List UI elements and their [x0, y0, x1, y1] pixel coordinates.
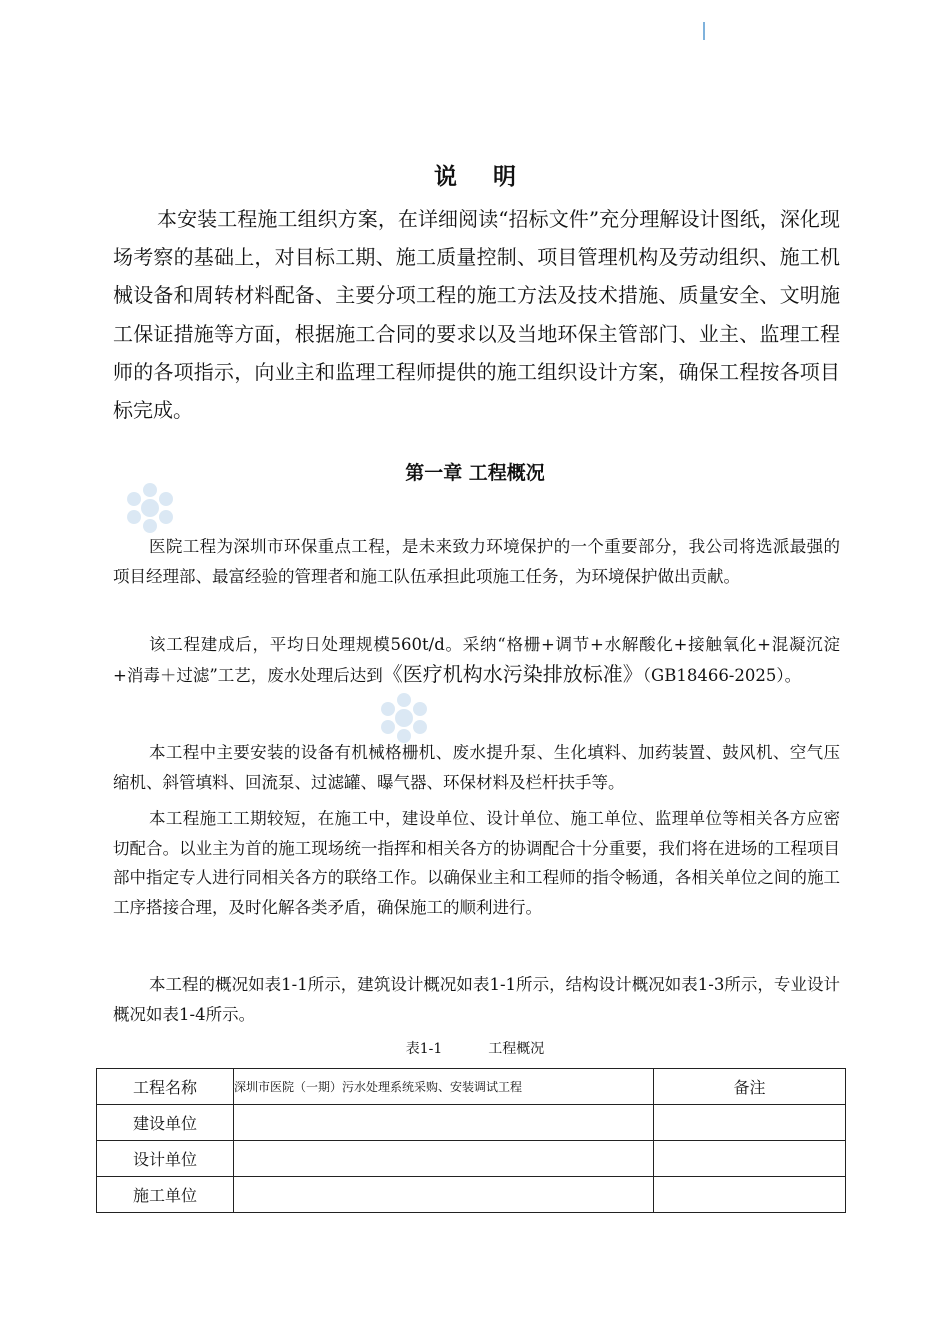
- standard-title: 《医疗机构水污染排放标准》: [382, 661, 643, 686]
- row-label: 工程名称: [97, 1069, 234, 1105]
- row-value: 深圳市医院（一期）污水处理系统采购、安装调试工程: [234, 1069, 654, 1105]
- table-row: [97, 1069, 846, 1105]
- standard-code: （GB18466-2025）。: [642, 665, 802, 685]
- table-row: [97, 1141, 846, 1177]
- table-row: [97, 1105, 846, 1141]
- table-caption: [0, 1038, 950, 1058]
- row-note: [654, 1177, 846, 1213]
- table-caption-title: 工程概况: [488, 1041, 545, 1057]
- project-overview-table: [96, 1068, 846, 1213]
- table-number: 表1-1: [405, 1041, 443, 1057]
- process-text: 该工程建成后，平均日处理规模560t/d。采纳“格栅+调节+水解酸化+接触氧化+混凝沉淀+消毒＋过滤”工艺，废水处理后达到: [113, 635, 840, 685]
- document-title: 说明: [434, 163, 552, 190]
- row-label: 施工单位: [97, 1177, 234, 1213]
- row-note: [654, 1105, 846, 1141]
- row-value: [234, 1177, 654, 1213]
- intro-paragraph: 本安装工程施工组织方案，在详细阅读“招标文件”充分理解设计图纸，深化现场考察的基础上，对目标工期、施工质量控制、项目管理机构及劳动组织、施工机械设备和周转材料配备、主要分项工程的施工方法及技术措施、质量安全、文明施工保证措施等方面，根据施工合同的要求以及当地环保主管部门、业主、监理工程师的各项指示，向业主和监理工程师提供的施工组织设计方案，确保工程按各项目标完成。: [113, 207, 840, 423]
- snowflake-watermark-icon: [378, 692, 430, 744]
- overview-paragraph-4: 本工程施工工期较短，在施工中，建设单位、设计单位、施工单位、监理单位等相关各方应密切配合。以业主为首的施工现场统一指挥和相关各方的协调配合十分重要，我们将在进场的工程项目部中指定专人进行同相关各方的联络工作。以确保业主和工程师的指令畅通，各相关单位之间的施工工序搭接合理，及时化解各类矛盾，确保施工的顺利进行。: [113, 809, 840, 917]
- row-label: 建设单位: [97, 1105, 234, 1141]
- row-note: [654, 1141, 846, 1177]
- overview-paragraph-2: [113, 630, 840, 690]
- snowflake-watermark-icon: [124, 482, 176, 534]
- row-label: 设计单位: [97, 1141, 234, 1177]
- chapter-title: 第一章 工程概况: [405, 462, 545, 484]
- overview-paragraph-5: 本工程的概况如表1-1所示，建筑设计概况如表1-1所示，结构设计概况如表1-3所示，专业设计概况如表1-4所示。: [113, 975, 840, 1024]
- row-value: [234, 1141, 654, 1177]
- row-note: 备注: [654, 1069, 846, 1105]
- overview-paragraph-1: 医院工程为深圳市环保重点工程，是未来致力环境保护的一个重要部分，我公司将选派最强的项目经理部、最富经验的管理者和施工队伍承担此项施工任务，为环境保护做出贡献。: [113, 537, 840, 586]
- overview-paragraph-3: 本工程中主要安装的设备有机械格栅机、废水提升泵、生化填料、加药装置、鼓风机、空气压缩机、斜管填料、回流泵、过滤罐、曝气器、环保材料及栏杆扶手等。: [113, 743, 840, 792]
- header-mark: [703, 22, 705, 40]
- row-value: [234, 1105, 654, 1141]
- table-row: [97, 1177, 846, 1213]
